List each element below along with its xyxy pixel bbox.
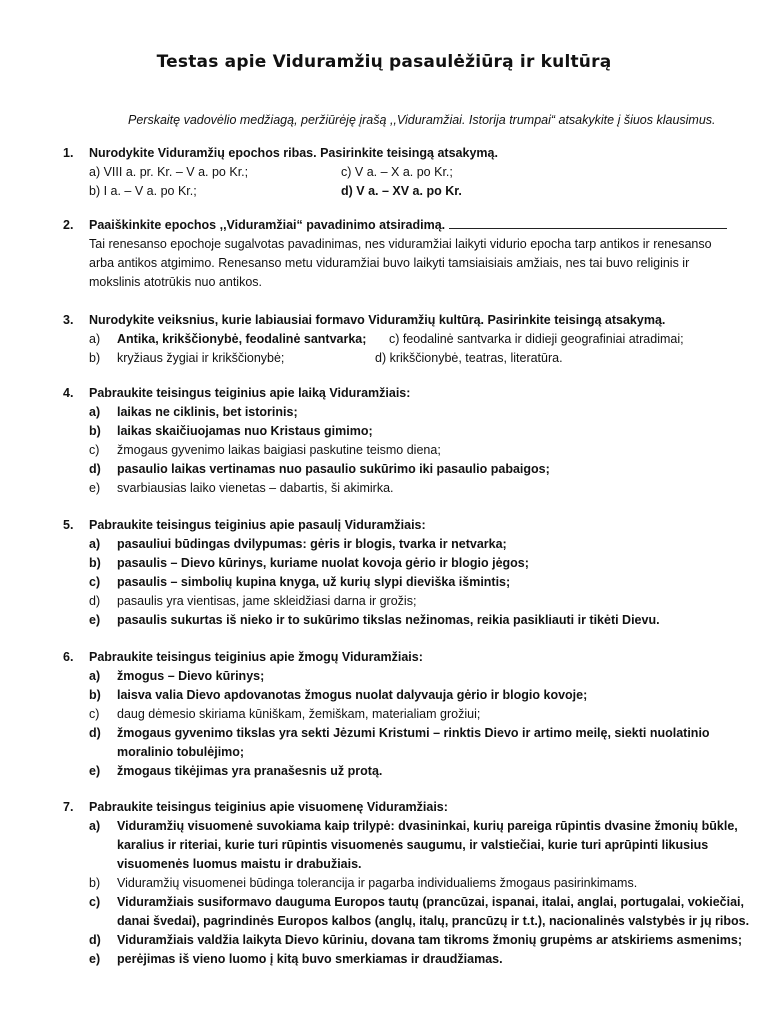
option-d: d) V a. – XV a. po Kr. <box>341 184 462 198</box>
question-text: Paaiškinkite epochos ,,Viduramžiai“ pavadinimo atsiradimą. <box>89 218 446 232</box>
list-item: c) pasaulis – simbolių kupina knyga, už kurių slypi dieviška išmintis; <box>89 575 511 589</box>
list-item: e) pasaulis sukurtas iš nieko ir to sukūrimo tikslas nežinomas, reikia pasikliauti ir tikėti Dievu. <box>89 613 660 627</box>
question-1 <box>63 144 723 201</box>
question-number: 3. <box>63 313 74 327</box>
question-text: Nurodykite Viduramžių epochos ribas. Pasirinkite teisingą atsakymą. <box>89 146 498 160</box>
question-text: Nurodykite veiksnius, kurie labiausiai formavo Viduramžių kultūrą. Pasirinkite teisingą atsakymą. <box>89 313 666 327</box>
option-b: kryžiaus žygiai ir krikščionybė; <box>117 351 285 365</box>
option-b: b) I a. – V a. po Kr.; <box>89 184 197 198</box>
list-item: c) žmogaus gyvenimo laikas baigiasi paskutine teismo diena; <box>89 443 441 457</box>
question-text: Pabraukite teisingus teiginius apie laiką Viduramžiais: <box>89 386 411 400</box>
question-number: 2. <box>63 218 74 232</box>
question-3 <box>63 311 723 368</box>
question-number: 4. <box>63 386 74 400</box>
list-item: b) laikas skaičiuojamas nuo Kristaus gimimo; <box>89 424 373 438</box>
list-item: a) žmogus – Dievo kūrinys; <box>89 669 265 683</box>
answer-line-3: mokslinis atotrūkis nuo antikos. <box>89 275 262 289</box>
option-c: c) V a. – X a. po Kr.; <box>341 165 453 179</box>
option-a: a) VIII a. pr. Kr. – V a. po Kr.; <box>89 165 249 179</box>
list-item: e) perėjimas iš vieno luomo į kitą buvo smerkiamas ir draudžiamas. <box>89 952 503 966</box>
list-item: d) žmogaus gyvenimo tikslas yra sekti Jėzumi Kristumi – rinktis Dievo ir artimo meilę, siekti nuolatinio <box>89 726 710 740</box>
list-item: c) daug dėmesio skiriama kūniškam, žemiškam, materialiam grožiui; <box>89 707 481 721</box>
option-a-label: a) <box>89 332 101 346</box>
question-2 <box>63 216 723 292</box>
question-number: 1. <box>63 146 74 160</box>
list-item: a) laikas ne ciklinis, bet istorinis; <box>89 405 298 419</box>
question-text: Pabraukite teisingus teiginius apie visuomenę Viduramžiais: <box>89 800 448 814</box>
list-item: b) laisva valia Dievo apdovanotas žmogus nuolat dalyvauja gėrio ir blogio kovoje; <box>89 688 588 702</box>
page-title: Testas apie Viduramžių pasaulėžiūrą ir kultūrą <box>156 52 612 72</box>
question-5 <box>63 516 723 630</box>
question-number: 5. <box>63 518 74 532</box>
option-b-label: b) <box>89 351 101 365</box>
list-item: a) pasauliui būdingas dvilypumas: gėris ir blogis, tvarka ir netvarka; <box>89 537 507 551</box>
list-item: e) svarbiausias laiko vienetas – dabartis, ši akimirka. <box>89 481 394 495</box>
list-item: b) Viduramžių visuomenei būdinga tolerancija ir pagarba individualiems žmogaus pasirinkimams. <box>89 876 638 890</box>
list-item: d) Viduramžiais valdžia laikyta Dievo kūriniu, dovana tam tikroms žmonių grupėms ar atskiriems asmenims; <box>89 933 742 947</box>
list-item: b) pasaulis – Dievo kūrinys, kuriame nuolat kovoja gėrio ir blogio jėgos; <box>89 556 529 570</box>
list-item-continuation: karalius ir riteriai, kurie turi rūpintis visuomenės saugumu, ir valstiečiai, kurie turi aprūpinti likusius <box>117 838 709 852</box>
option-d: d) krikščionybė, teatras, literatūra. <box>375 351 563 365</box>
list-item: d) pasaulis yra vientisas, jame skleidžiasi darna ir grožis; <box>89 594 417 608</box>
intro-instruction: Perskaitę vadovėlio medžiagą, peržiūrėję įrašą ,,Viduramžiai. Istorija trumpai“ atsakykite į šiuos klausimus. <box>128 113 716 127</box>
question-7 <box>63 798 750 969</box>
option-c: c) feodalinė santvarka ir didieji geografiniai atradimai; <box>389 332 684 346</box>
answer-line-2: arba antikos atgimimo. Renesanso metu viduramžiai buvo laikyti tamsiaisiais amžiais, nes tai buvo religinis ir <box>89 256 690 270</box>
answer-blank-line <box>449 216 727 229</box>
list-item: e) žmogaus tikėjimas yra pranašesnis už protą. <box>89 764 383 778</box>
list-item: d) pasaulio laikas vertinamas nuo pasaulio sukūrimo iki pasaulio pabaigos; <box>89 462 550 476</box>
list-item-continuation: visuomenės luomus maistu ir drabužiais. <box>117 857 362 871</box>
question-number: 7. <box>63 800 74 814</box>
list-item: c) Viduramžiais susiformavo dauguma Europos tautų (prancūzai, ispanai, italai, anglai, portugalai, vokiečiai, <box>89 895 745 909</box>
question-4 <box>63 384 723 498</box>
list-item-continuation: moralinio tobulėjimo; <box>117 745 245 759</box>
answer-line-1: Tai renesanso epochoje sugalvotas pavadinimas, nes viduramžiai laikyti vidurio epocha tarp antikos ir renesanso <box>89 237 712 251</box>
option-a: Antika, krikščionybė, feodalinė santvarka; <box>117 332 367 346</box>
question-text: Pabraukite teisingus teiginius apie žmogų Viduramžiais: <box>89 650 423 664</box>
list-item: a) Viduramžių visuomenė suvokiama kaip trilypė: dvasininkai, kurių pareiga rūpintis dvasine žmonių būkle, <box>89 819 738 833</box>
question-text: Pabraukite teisingus teiginius apie pasaulį Viduramžiais: <box>89 518 426 532</box>
question-6 <box>63 648 723 781</box>
question-number: 6. <box>63 650 74 664</box>
list-item-continuation: danai švedai), pagrindinės Europos kalbos (anglų, italų, prancūzų ir t.t.), nacionalinės valstybės ir jų ribos. <box>117 914 750 928</box>
